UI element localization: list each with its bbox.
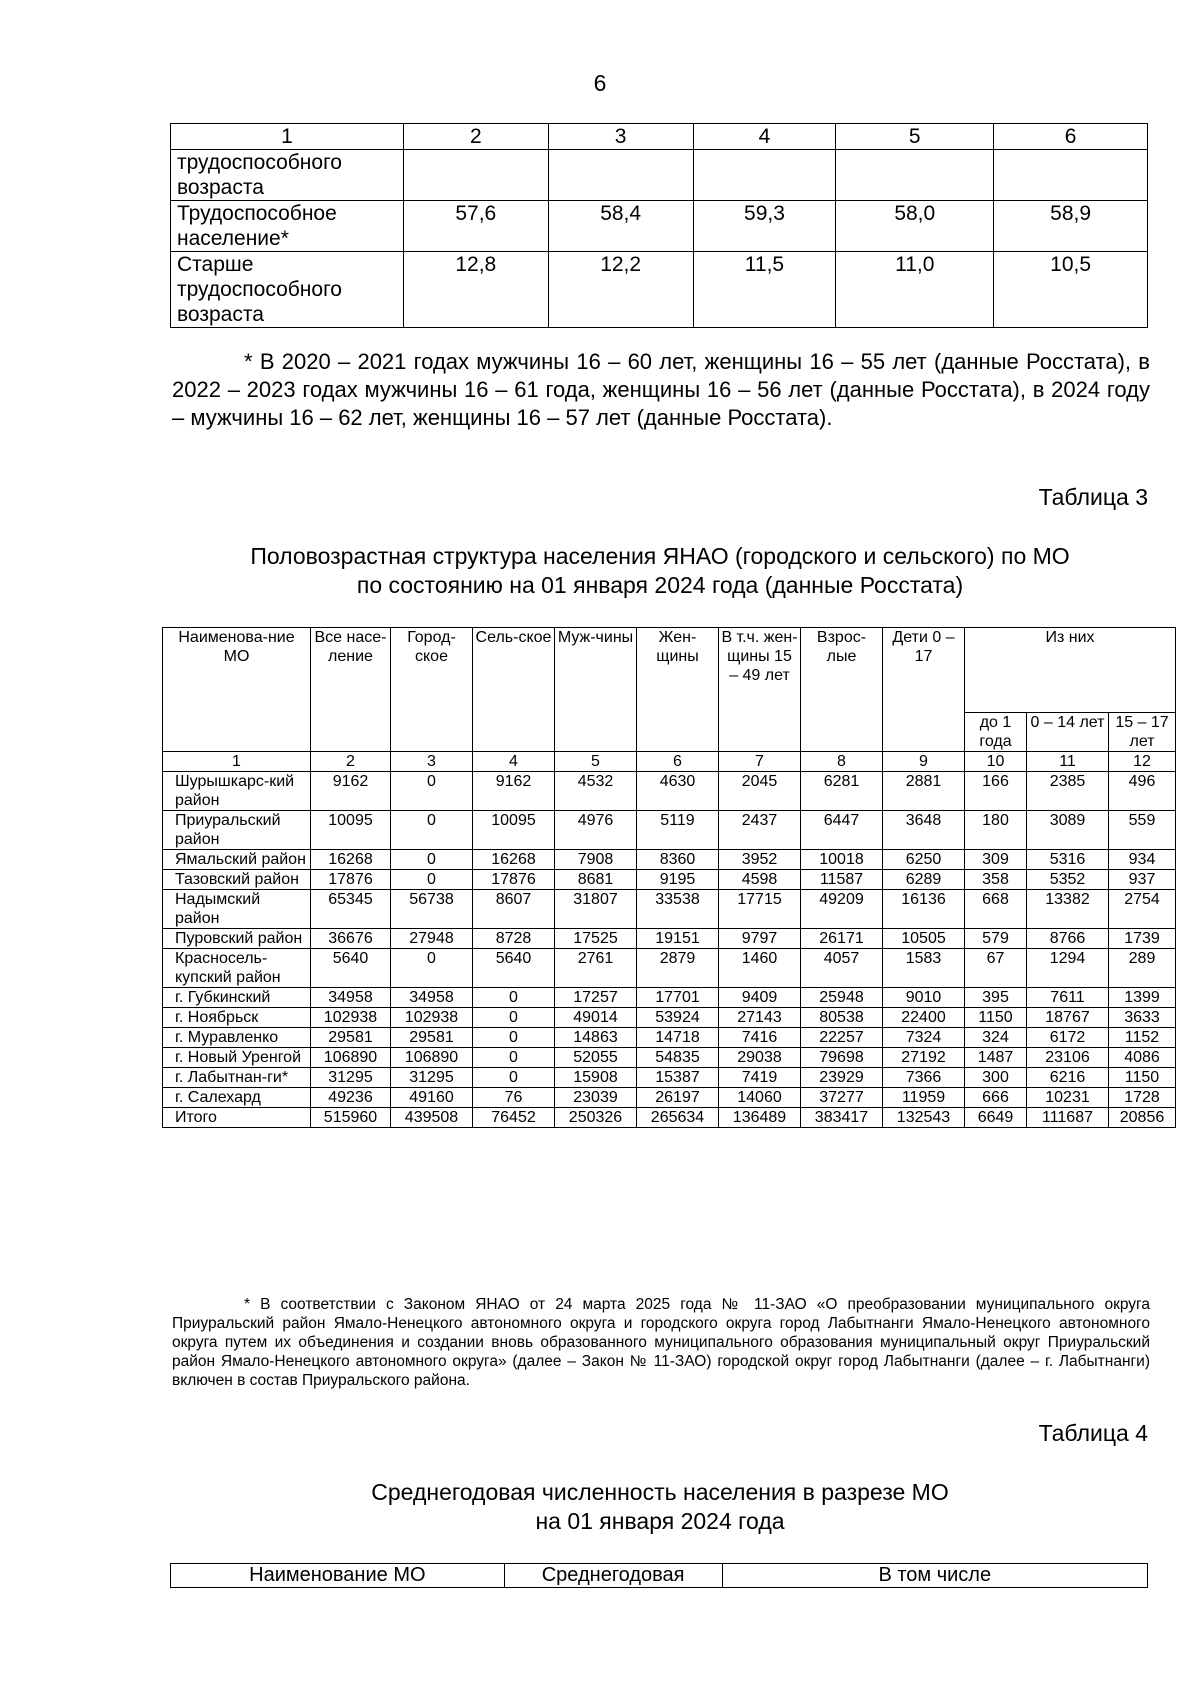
table3-row: [163, 1108, 1176, 1128]
table3-title: [120, 542, 1200, 600]
table3-cell: 9162: [473, 772, 555, 811]
table3-cell: 16268: [473, 850, 555, 870]
table3-cell: 53924: [637, 1008, 719, 1028]
table3-cell: 33538: [637, 890, 719, 929]
table2-cell: 12,2: [548, 252, 693, 328]
table3-mo-name: г. Новый Уренгой: [163, 1048, 311, 1068]
table2-cell: [693, 150, 836, 201]
table2-row: [171, 252, 1148, 328]
table3-cell: 10018: [801, 850, 883, 870]
table4-title: [120, 1478, 1200, 1536]
table3-cell: 11587: [801, 870, 883, 890]
table3-cell: 11959: [883, 1088, 965, 1108]
table3-cell: 515960: [311, 1108, 391, 1128]
table3-cell: 3648: [883, 811, 965, 850]
table3-cell: 1583: [883, 949, 965, 988]
table3-cell: 5640: [311, 949, 391, 988]
table3-cell: 1294: [1027, 949, 1109, 988]
table3-column-number: 5: [555, 752, 637, 772]
table2-cell: [548, 150, 693, 201]
table2-cell: 58,0: [836, 201, 994, 252]
table2-cell: 11,5: [693, 252, 836, 328]
table3-cell: 7611: [1027, 988, 1109, 1008]
table3-cell: 49236: [311, 1088, 391, 1108]
table3-row: [163, 988, 1176, 1008]
table3-cell: 2879: [637, 949, 719, 988]
table2-cell: [403, 150, 548, 201]
table3-cell: 8607: [473, 890, 555, 929]
table3-mo-name: Тазовский район: [163, 870, 311, 890]
table3-cell: 300: [965, 1068, 1027, 1088]
table3-column-number: 3: [391, 752, 473, 772]
table3-cell: 6281: [801, 772, 883, 811]
table3-cell: 3089: [1027, 811, 1109, 850]
table2-header-cell: 2: [403, 124, 548, 150]
table3-cell: 3952: [719, 850, 801, 870]
table3-mo-name: Ямальский район: [163, 850, 311, 870]
table2-header-cell: 4: [693, 124, 836, 150]
table3-cell: 14718: [637, 1028, 719, 1048]
table3-cell: 6216: [1027, 1068, 1109, 1088]
table3-cell: 79698: [801, 1048, 883, 1068]
table3-cell: 2754: [1109, 890, 1176, 929]
table2-cell: 57,6: [403, 201, 548, 252]
table3-cell: 19151: [637, 929, 719, 949]
table3-cell: 7366: [883, 1068, 965, 1088]
table3-mo-name: Красносель-купский район: [163, 949, 311, 988]
table3-header-row: [163, 628, 1176, 713]
table3-cell: 496: [1109, 772, 1176, 811]
table3-cell: 6447: [801, 811, 883, 850]
table3-mo-name: г. Муравленко: [163, 1028, 311, 1048]
table3-cell: 9195: [637, 870, 719, 890]
table3-mo-name: Приуральский район: [163, 811, 311, 850]
table3-cell: 8766: [1027, 929, 1109, 949]
table3-cell: 6289: [883, 870, 965, 890]
table3-cell: 6649: [965, 1108, 1027, 1128]
table3-column-number: 9: [883, 752, 965, 772]
table3-cell: 15387: [637, 1068, 719, 1088]
table3-cell: 0: [473, 1008, 555, 1028]
table3-mo-name: г. Ноябрьск: [163, 1008, 311, 1028]
table3-age-sex-structure: [162, 627, 1176, 1128]
table3-cell: 2385: [1027, 772, 1109, 811]
table2-cell: 59,3: [693, 201, 836, 252]
table3-cell: 166: [965, 772, 1027, 811]
table3-title-line2: по состоянию на 01 января 2024 года (данные Росстата): [356, 572, 964, 598]
table2-row-label: Трудоспособное население*: [171, 201, 404, 252]
table3-cell: 5119: [637, 811, 719, 850]
table4-label: Таблица 4: [1038, 1420, 1148, 1446]
table3-header-cell: Взрос-лые: [801, 628, 883, 752]
table3-cell: 2437: [719, 811, 801, 850]
table3-cell: 17715: [719, 890, 801, 929]
table3-cell: 2761: [555, 949, 637, 988]
table3-cell: 67: [965, 949, 1027, 988]
table3-cell: 4086: [1109, 1048, 1176, 1068]
table3-cell: 14060: [719, 1088, 801, 1108]
table3-cell: 10231: [1027, 1088, 1109, 1108]
table3-cell: 8681: [555, 870, 637, 890]
table4-header-cell: В том числе: [722, 1564, 1147, 1588]
table3-cell: 666: [965, 1088, 1027, 1108]
table2-header-row: [171, 124, 1148, 150]
table3-cell: 0: [391, 772, 473, 811]
table3-cell: 0: [473, 988, 555, 1008]
table3-cell: 22257: [801, 1028, 883, 1048]
table3-column-number: 10: [965, 752, 1027, 772]
table3-cell: 26197: [637, 1088, 719, 1108]
table3-row: [163, 1028, 1176, 1048]
table2-header-cell: 6: [994, 124, 1148, 150]
table3-header-cell: Дети 0 – 17: [883, 628, 965, 752]
table3-column-number: 7: [719, 752, 801, 772]
table3-row: [163, 890, 1176, 929]
table2-continuation: [170, 123, 1148, 328]
table3-row: [163, 929, 1176, 949]
table2-header-cell: 5: [836, 124, 994, 150]
table3-cell: 0: [391, 949, 473, 988]
table3-column-number: 6: [637, 752, 719, 772]
table3-cell: 559: [1109, 811, 1176, 850]
footnote-age-definition: * В 2020 – 2021 годах мужчины 16 – 60 лет, женщины 16 – 55 лет (данные Росстата), в 2022 – 2023 годах мужчины 16 – 61 года, женщины 16 – 56 лет (данные Росстата), в 2024 году – мужчины 16 – 62 лет, женщины 16 – 57 лет (данные Росстата).: [172, 349, 1150, 430]
table3-cell: 17876: [311, 870, 391, 890]
table3-cell: 4598: [719, 870, 801, 890]
table3-cell: 31807: [555, 890, 637, 929]
table3-mo-name: Надымский район: [163, 890, 311, 929]
table3-cell: 76452: [473, 1108, 555, 1128]
table3-cell: 17701: [637, 988, 719, 1008]
table2-cell: 58,4: [548, 201, 693, 252]
table3-mo-name: Итого: [163, 1108, 311, 1128]
table3-subheader-cell: 0 – 14 лет: [1027, 713, 1109, 752]
table3-cell: 31295: [391, 1068, 473, 1088]
table3-column-numbers: [163, 752, 1176, 772]
table3-cell: 27948: [391, 929, 473, 949]
table3-cell: 16136: [883, 890, 965, 929]
table3-cell: 26171: [801, 929, 883, 949]
table2-row: [171, 201, 1148, 252]
table3-cell: 4057: [801, 949, 883, 988]
table3-cell: 937: [1109, 870, 1176, 890]
table3-label: Таблица 3: [1038, 484, 1148, 510]
table3-cell: 2881: [883, 772, 965, 811]
table3-cell: 36676: [311, 929, 391, 949]
table3-cell: 18767: [1027, 1008, 1109, 1028]
table3-cell: 56738: [391, 890, 473, 929]
table3-cell: 106890: [391, 1048, 473, 1068]
table3-cell: 1150: [965, 1008, 1027, 1028]
table3-row: [163, 1008, 1176, 1028]
table2-cell: 58,9: [994, 201, 1148, 252]
table3-cell: 0: [391, 811, 473, 850]
table3-cell: 29581: [391, 1028, 473, 1048]
table3-cell: 27143: [719, 1008, 801, 1028]
table3-column-number: 1: [163, 752, 311, 772]
table3-mo-name: г. Салехард: [163, 1088, 311, 1108]
table3-cell: 5316: [1027, 850, 1109, 870]
table3-row: [163, 949, 1176, 988]
table3-mo-name: Шурышкарс-кий район: [163, 772, 311, 811]
table3-cell: 10095: [311, 811, 391, 850]
table3-cell: 15908: [555, 1068, 637, 1088]
table3-cell: 4532: [555, 772, 637, 811]
table3-cell: 9162: [311, 772, 391, 811]
table3-cell: 17525: [555, 929, 637, 949]
table3-cell: 52055: [555, 1048, 637, 1068]
table3-cell: 102938: [311, 1008, 391, 1028]
table2-cell: 10,5: [994, 252, 1148, 328]
table3-cell: 7416: [719, 1028, 801, 1048]
table3-cell: 395: [965, 988, 1027, 1008]
table3-row: [163, 772, 1176, 811]
table3-header-cell: Муж-чины: [555, 628, 637, 752]
table3-cell: 37277: [801, 1088, 883, 1108]
table3-cell: 22400: [883, 1008, 965, 1028]
table3-cell: 439508: [391, 1108, 473, 1128]
table3-cell: 132543: [883, 1108, 965, 1128]
table3-cell: 7324: [883, 1028, 965, 1048]
table3-cell: 20856: [1109, 1108, 1176, 1128]
table3-header-cell: Наименова-ние МО: [163, 628, 311, 752]
table3-cell: 180: [965, 811, 1027, 850]
table3-cell: 23106: [1027, 1048, 1109, 1068]
table3-cell: 23929: [801, 1068, 883, 1088]
table3-cell: 0: [391, 870, 473, 890]
table4-header-cell: Среднегодовая: [504, 1564, 722, 1588]
table3-cell: 6172: [1027, 1028, 1109, 1048]
table3-header-cell: Все насе-ление: [311, 628, 391, 752]
table3-cell: 111687: [1027, 1108, 1109, 1128]
table3-cell: 0: [473, 1048, 555, 1068]
table3-header-cell: Жен-щины: [637, 628, 719, 752]
table3-cell: 934: [1109, 850, 1176, 870]
table3-cell: 5352: [1027, 870, 1109, 890]
table3-cell: 1739: [1109, 929, 1176, 949]
table3-cell: 4630: [637, 772, 719, 811]
table2-row-label: Старше трудоспособного возраста: [171, 252, 404, 328]
table2-row: [171, 150, 1148, 201]
table3-cell: 31295: [311, 1068, 391, 1088]
table2-row-label: трудоспособного возраста: [171, 150, 404, 201]
table3-column-number: 4: [473, 752, 555, 772]
table3-cell: 8728: [473, 929, 555, 949]
table3-header-cell: Город-ское: [391, 628, 473, 752]
table3-cell: 80538: [801, 1008, 883, 1028]
table3-cell: 25948: [801, 988, 883, 1008]
table4-header-cell: Наименование МО: [171, 1564, 505, 1588]
table3-cell: 29038: [719, 1048, 801, 1068]
table3-column-number: 2: [311, 752, 391, 772]
table3-cell: 54835: [637, 1048, 719, 1068]
table3-cell: 13382: [1027, 890, 1109, 929]
table3-mo-name: г. Лабытнан-ги*: [163, 1068, 311, 1088]
table3-cell: 0: [473, 1068, 555, 1088]
table3-cell: 49160: [391, 1088, 473, 1108]
table3-cell: 17257: [555, 988, 637, 1008]
table2-cell: [836, 150, 994, 201]
table3-cell: 579: [965, 929, 1027, 949]
table3-cell: 9010: [883, 988, 965, 1008]
table3-row: [163, 1068, 1176, 1088]
table3-cell: 289: [1109, 949, 1176, 988]
table3-cell: 1150: [1109, 1068, 1176, 1088]
table3-cell: 1399: [1109, 988, 1176, 1008]
table2-header-cell: 1: [171, 124, 404, 150]
table3-cell: 10095: [473, 811, 555, 850]
table3-cell: 1460: [719, 949, 801, 988]
table3-header-cell: Сель-ское: [473, 628, 555, 752]
table3-cell: 1487: [965, 1048, 1027, 1068]
table3-cell: 7908: [555, 850, 637, 870]
table3-cell: 102938: [391, 1008, 473, 1028]
table3-group-header: Из них: [965, 628, 1176, 713]
table3-cell: 7419: [719, 1068, 801, 1088]
table4-title-line2: на 01 января 2024 года: [535, 1508, 785, 1534]
table4-title-line1: Среднегодовая численность населения в разрезе МО: [371, 1479, 949, 1505]
table3-mo-name: г. Губкинский: [163, 988, 311, 1008]
table3-cell: 358: [965, 870, 1027, 890]
table3-cell: 2045: [719, 772, 801, 811]
table3-cell: 5640: [473, 949, 555, 988]
table3-subheader-cell: до 1 года: [965, 713, 1027, 752]
table2-cell: 12,8: [403, 252, 548, 328]
table2-cell: 11,0: [836, 252, 994, 328]
table3-row: [163, 850, 1176, 870]
table3-cell: 309: [965, 850, 1027, 870]
table3-cell: 23039: [555, 1088, 637, 1108]
table3-title-line1: Половозрастная структура населения ЯНАО (городского и сельского) по МО: [250, 543, 1070, 569]
table3-cell: 27192: [883, 1048, 965, 1068]
table3-column-number: 11: [1027, 752, 1109, 772]
table3-cell: 250326: [555, 1108, 637, 1128]
table3-cell: 0: [391, 850, 473, 870]
table3-cell: 383417: [801, 1108, 883, 1128]
table3-cell: 9797: [719, 929, 801, 949]
table3-cell: 3633: [1109, 1008, 1176, 1028]
table3-cell: 10505: [883, 929, 965, 949]
table3-cell: 49209: [801, 890, 883, 929]
page-number: 6: [593, 70, 607, 96]
table3-cell: 14863: [555, 1028, 637, 1048]
table2-cell: [994, 150, 1148, 201]
table3-header-cell: В т.ч. жен-щины 15 – 49 лет: [719, 628, 801, 752]
table3-cell: 668: [965, 890, 1027, 929]
table3-cell: 324: [965, 1028, 1027, 1048]
table3-row: [163, 1048, 1176, 1068]
table2-header-cell: 3: [548, 124, 693, 150]
table3-cell: 76: [473, 1088, 555, 1108]
table3-row: [163, 811, 1176, 850]
table3-cell: 34958: [311, 988, 391, 1008]
table3-column-number: 8: [801, 752, 883, 772]
table4-header: [170, 1563, 1148, 1588]
table3-column-number: 12: [1109, 752, 1176, 772]
table3-mo-name: Пуровский район: [163, 929, 311, 949]
table3-cell: 16268: [311, 850, 391, 870]
table3-cell: 1728: [1109, 1088, 1176, 1108]
table3-cell: 0: [473, 1028, 555, 1048]
table3-cell: 29581: [311, 1028, 391, 1048]
table3-cell: 65345: [311, 890, 391, 929]
table3-subheader-cell: 15 – 17 лет: [1109, 713, 1176, 752]
table3-cell: 8360: [637, 850, 719, 870]
table3-cell: 1152: [1109, 1028, 1176, 1048]
table3-cell: 34958: [391, 988, 473, 1008]
table3-cell: 136489: [719, 1108, 801, 1128]
table3-cell: 9409: [719, 988, 801, 1008]
table3-cell: 265634: [637, 1108, 719, 1128]
table3-cell: 106890: [311, 1048, 391, 1068]
table3-row: [163, 870, 1176, 890]
table3-cell: 4976: [555, 811, 637, 850]
table3-cell: 6250: [883, 850, 965, 870]
footnote-law: * В соответствии с Законом ЯНАО от 24 марта 2025 года № 11-ЗАО «О преобразовании муниципального округа Приуральский район Ямало-Ненецкого автономного округа и городского округа город Лабытнанги Ямало-Ненецкого автономного округа путем их объединения и создании вновь образованного муниципального образования муниципальный округ Приуральский район Ямало-Ненецкого автономного округа» (далее – Закон № 11-ЗАО) городской округ город Лабытнанги (далее – г. Лабытнанги) включен в состав Приуральского района.: [172, 1296, 1150, 1389]
table3-cell: 49014: [555, 1008, 637, 1028]
table3-cell: 17876: [473, 870, 555, 890]
table3-row: [163, 1088, 1176, 1108]
